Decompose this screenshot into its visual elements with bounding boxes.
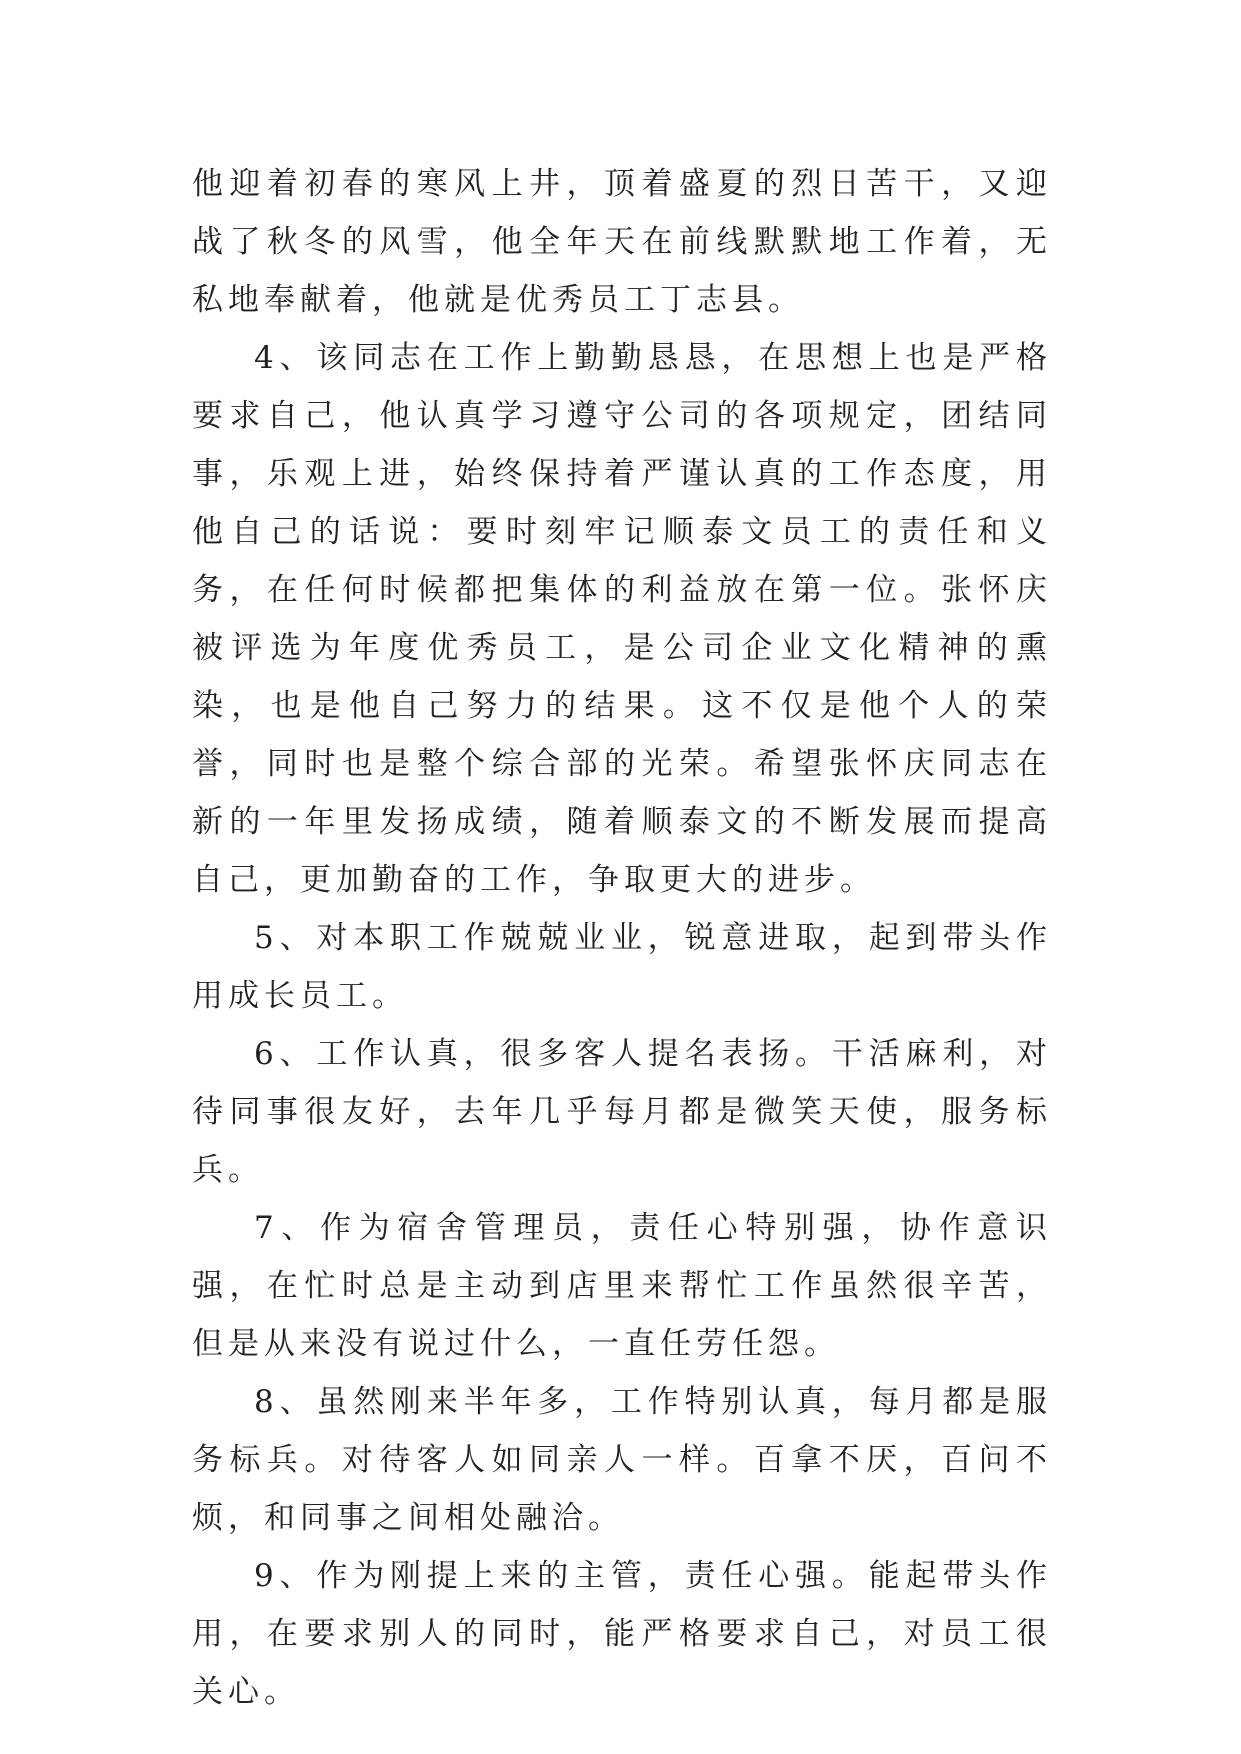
paragraph-item-4: 4、该同志在工作上勤勤恳恳，在思想上也是严格要求自己，他认真学习遵守公司的各项规定，团结同事，乐观上进，始终保持着严谨认真的工作态度，用他自己的话说：要时刻牢记顺泰文员工的责任和义务，在任何时候都把集体的利益放在第一位。张怀庆被评选为年度优秀员工，是公司企业文化精神的熏染，也是他自己努力的结果。这不仅是他个人的荣誉，同时也是整个综合部的光荣。希望张怀庆同志在新的一年里发扬成绩，随着顺泰文的不断发展而提高自己，更加勤奋的工作，争取更大的进步。 (192, 340, 1052, 898)
document-body (192, 155, 1052, 1721)
paragraph-continuation: 他迎着初春的寒风上井，顶着盛夏的烈日苦干，又迎战了秋冬的风雪，他全年天在前线默默地工作着，无私地奉献着，他就是优秀员工丁志县。 (192, 166, 1052, 318)
paragraph-item-5: 5、对本职工作兢兢业业，锐意进取，起到带头作用成长员工。 (192, 920, 1052, 1014)
paragraph-item-7: 7、作为宿舍管理员，责任心特别强，协作意识强，在忙时总是主动到店里来帮忙工作虽然很辛苦，但是从来没有说过什么，一直任劳任怨。 (192, 1210, 1052, 1362)
paragraph-item-6: 6、工作认真，很多客人提名表扬。干活麻利，对待同事很友好，去年几乎每月都是微笑天使，服务标兵。 (192, 1036, 1052, 1188)
paragraph-item-8: 8、虽然刚来半年多，工作特别认真，每月都是服务标兵。对待客人如同亲人一样。百拿不厌，百问不烦，和同事之间相处融洽。 (192, 1384, 1052, 1536)
paragraph-item-9: 9、作为刚提上来的主管，责任心强。能起带头作用，在要求别人的同时，能严格要求自己，对员工很关心。 (192, 1558, 1052, 1710)
